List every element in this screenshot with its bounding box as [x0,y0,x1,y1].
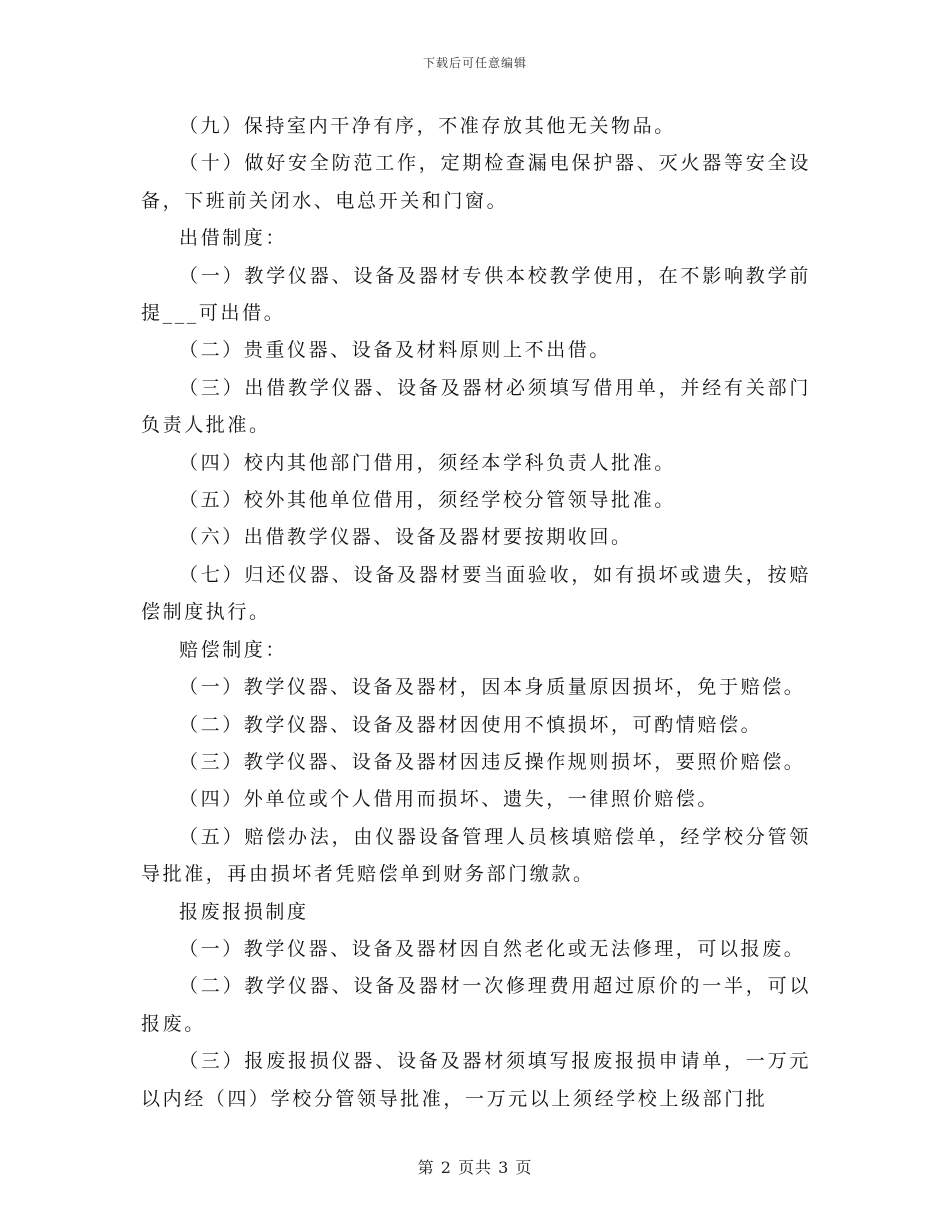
page-number: 第 2 页共 3 页 [417,1158,533,1177]
lending-item: （四）校内其他部门借用，须经本学科负责人批准。 [179,451,676,474]
compensation-item: （五）赔偿办法，由仪器设备管理人员核填赔偿单，经学校分管领导批准，再由损坏者凭赔偿单到财务部门缴款。 [141,825,811,886]
document-body [141,108,811,1118]
lending-item: （七）归还仪器、设备及器材要当面验收，如有损坏或遗失，按赔偿制度执行。 [141,563,811,624]
lending-item: （一）教学仪器、设备及器材专供本校教学使用，在不影响教学前提___可出借。 [141,264,811,325]
compensation-item: （三）教学仪器、设备及器材因违反操作规则损坏，要照价赔偿。 [179,750,806,773]
scrap-item: （一）教学仪器、设备及器材因自然老化或无法修理，可以报废。 [179,937,806,960]
lending-item: （五）校外其他单位借用，须经学校分管领导批准。 [179,489,676,512]
scrap-item: （二）教学仪器、设备及器材一次修理费用超过原价的一半，可以报废。 [141,975,811,1035]
paragraph-rule-9: （九）保持室内干净有序，不准存放其他无关物品。 [179,115,676,137]
lending-heading: 出借制度： [179,227,288,250]
header-note: 下载后可任意编辑 [422,56,527,70]
compensation-item: （二）教学仪器、设备及器材因使用不慎损坏，可酌情赔偿。 [179,713,763,736]
compensation-item: （一）教学仪器、设备及器材，因本身质量原因损坏，免于赔偿。 [179,676,806,699]
compensation-heading: 赔偿制度： [179,638,288,661]
lending-item: （二）贵重仪器、设备及材料原则上不出借。 [179,339,612,362]
scrap-item: （三）报废报损仪器、设备及器材须填写报废报损申请单，一万元以内经（四）学校分管领导批准，一万元以上须经学校上级部门批 [141,1050,811,1110]
lending-item: （六）出借教学仪器、设备及器材要按期收回。 [179,526,633,549]
scrap-heading: 报废报损制度 [179,900,309,923]
lending-item: （三）出借教学仪器、设备及器材必须填写借用单，并经有关部门负责人批准。 [141,376,811,437]
compensation-item: （四）外单位或个人借用而损坏、遗失，一律照价赔偿。 [179,788,720,811]
paragraph-rule-10: （十）做好安全防范工作，定期检查漏电保护器、灭火器等安全设备，下班前关闭水、电总开关和门窗。 [141,152,811,212]
